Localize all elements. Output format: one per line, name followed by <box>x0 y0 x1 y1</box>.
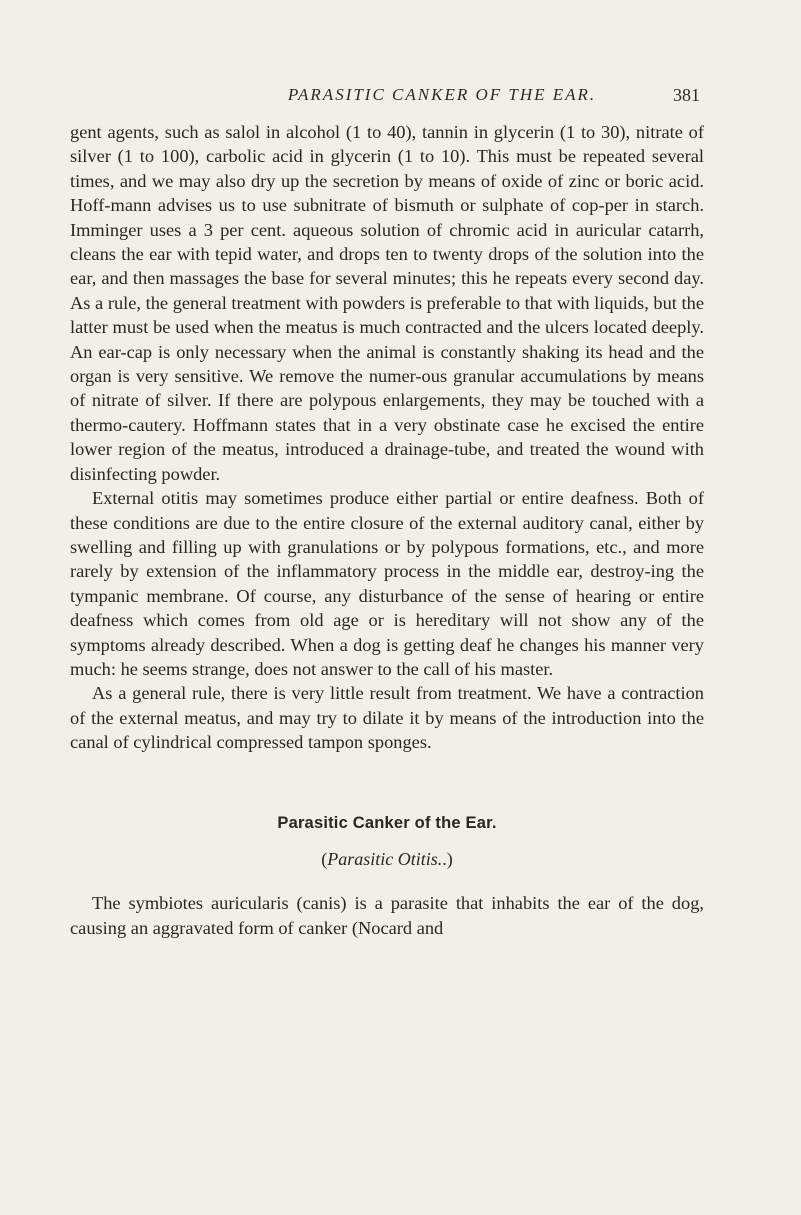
subtitle-text: Parasitic Otitis. <box>327 848 443 869</box>
page-number: 381 <box>673 85 700 105</box>
page-body <box>70 120 704 940</box>
paragraph-parasite: The symbiotes auricularis (canis) is a parasite that inhabits the ear of the dog, causing an aggravated form of canker (Nocard and <box>70 893 704 938</box>
section-heading: Parasitic Canker of the Ear. <box>277 813 497 832</box>
paragraph-deafness: External otitis may sometimes produce either partial or entire deafness. Both of these conditions are due to the entire closure of the external auditory canal, either by swelling and filling up with granulations or by polypous formations, etc., and more rarely by extension of the inflammatory process in the middle ear, destroy-ing the tympanic membrane. Of course, any disturbance of the sense of hearing or entire deafness which comes from old age or is hereditary will not show any of the symptoms already described. When a dog is getting deaf he changes his manner very much: he seems strange, does not answer to the call of his master. <box>70 488 704 679</box>
paragraph-treatment: As a general rule, there is very little result from treatment. We have a contraction of the external meatus, and may try to dilate it by means of the introduction into the canal of cylindrical compressed tampon sponges. <box>70 683 704 753</box>
section-subheading <box>70 847 704 871</box>
subtitle-open-paren: ( <box>321 848 328 869</box>
paragraph-continuation: gent agents, such as salol in alcohol (1 to 40), tannin in glycerin (1 to 30), nitrate of silver (1 to 100), carbolic acid in glycerin (1 to 10). This must be repeated several times, and we may also dry up the secretion by means of oxide of zinc or boric acid. Hoff-mann advises us to use subnitrate of bismuth or sulphate of cop-per in starch. Imminger uses a 3 per cent. aqueous solution of chromic acid in auricular catarrh, cleans the ear with tepid water, and drops ten to twenty drops of the solution into the ear, and then massages the base for several minutes; this he repeats every second day. As a rule, the general treatment with powders is preferable to that with liquids, but the latter must be used when the meatus is much contracted and the ulcers located deeply. An ear-cap is only necessary when the animal is constantly shaking its head and the organ is very sensitive. We remove the numer-ous granular accumulations by means of nitrate of silver. If there are polypous enlargements, they may be touched with a thermo-cautery. Hoffmann states that in a very obstinate case he excised the entire lower region of the meatus, introduced a drainage-tube, and treated the wound with disinfecting powder. <box>70 122 704 484</box>
running-title: PARASITIC CANKER OF THE EAR. <box>287 85 597 104</box>
subtitle-close-paren: .) <box>442 848 453 869</box>
